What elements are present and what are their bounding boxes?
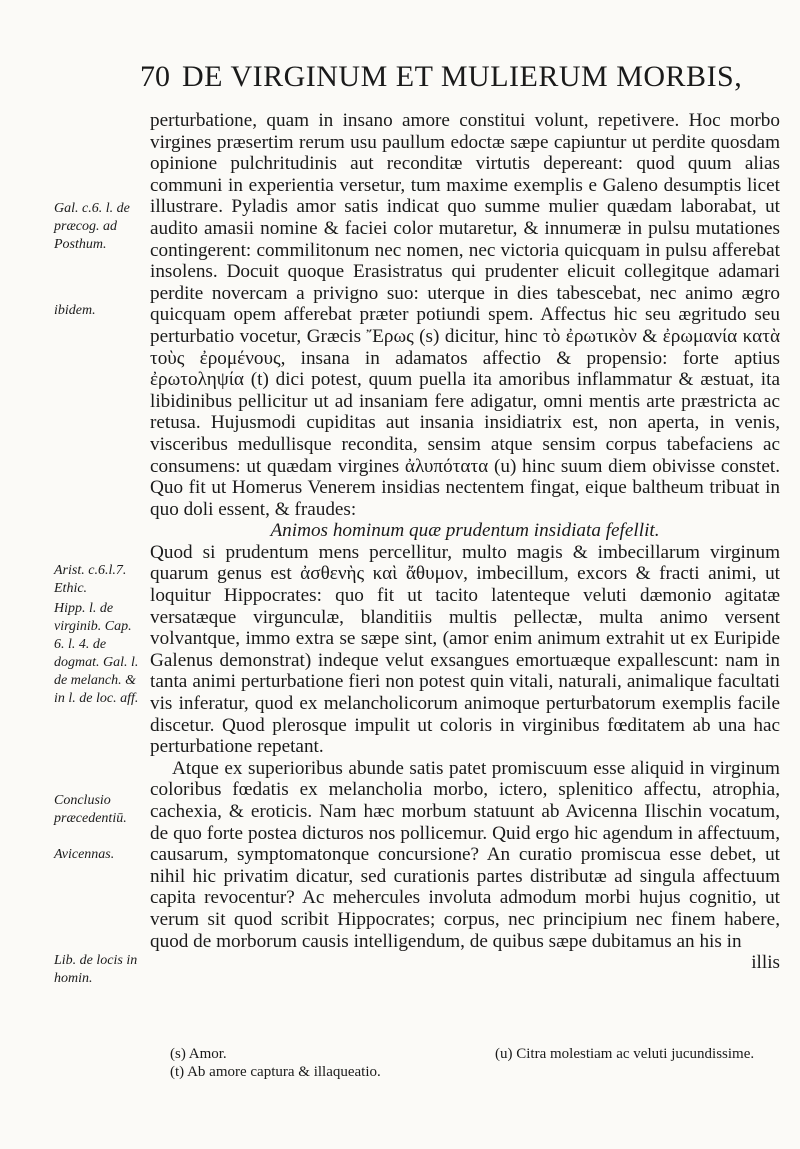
footnote-s: (s) Amor.: [170, 1046, 227, 1062]
catchword: illis: [751, 952, 780, 974]
footnote-t: (t) Ab amore captura & illaqueatio.: [170, 1064, 381, 1080]
footnotes-right: [495, 1045, 795, 1063]
paragraph-3: Atque ex superioribus abunde satis patet promiscuum esse aliquid in virginum coloribus fœdatis ex melancholia morbo, ictero, splenitico affectu, atrophia, cachexia, & eroticis. Nam hæc morbum statuunt ab Avicenna Ilischin vocatum, de quo forte postea dicturos nos pollicemur. Quid ergo hic agendum in affectuum, causarum, symptomatonque concursione? An curatio promiscua esse debet, ut nihil hic privatim dicatur, sed curationis partes distributæ ad singula affectuum capita revocentur? Ac mehercules involuta admodum morbi hujus cognitio, ut verum sit quod scribit Hippocrates; corpus, nec principium nec finem habere, quod de morborum causis intelligendum, de quibus sæpe dubitamus an his in: [150, 757, 780, 952]
sidenote-ibidem: ibidem.: [54, 303, 96, 318]
page-number: 70: [140, 60, 170, 93]
sidenote-lib-de-locis: Lib. de locis in homin.: [54, 953, 138, 986]
sidenote-conclusio: Conclusio præcedentiū.: [54, 793, 127, 826]
footnotes-left: [170, 1045, 490, 1081]
verse-quotation: Animos hominum quæ prudentum insidiata fefellit.: [270, 520, 660, 542]
paragraph-2: Quod si prudentum mens percellitur, multo magis & imbecillarum virginum quarum genus est ἀσθενὴς καὶ ἄθυμον, imbecillum, excors & fracti animi, ut loquitur Hippocrates: quo fit ut tacito latenteque veluti dæmonio agitatæ versatæque virgunculæ, blanditiis multis pellectæ, multa animo versent volvantque, immo extra se sæpe sint, (amor enim animum extrahit ut ex Euripide Galenus demonstrat) indeque velut exsangues emortuæque expallescunt: nam in tanta animi perturbatione fieri non potest quin vitali, naturali, animalique facultati vis inferatur, quod ex melancholicorum animoque perturbatorum exemplis facile discetur. Quod plerosque impulit ut coloris in virginibus fœditatem ab una hac perturbatione repetant.: [150, 541, 780, 758]
sidenote-aristotle: Arist. c.6.l.7. Ethic.: [54, 563, 127, 596]
page-header: [140, 60, 760, 94]
running-title: DE VIRGINUM ET MULIERUM MORBIS,: [182, 60, 743, 93]
sidenote-hippocrates: Hipp. l. de virginib. Cap. 6. l. 4. de dogmat. Gal. l. de melanch. & in l. de loc. aff.: [54, 601, 139, 706]
paragraph-1: perturbatione, quam in insano amore constitui volunt, repetivere. Hoc morbo virgines præsertim rerum usu paullum edoctæ sæpe capiuntur ut perdite quosdam opinione pulchritudinis aut reconditæ virtutis depereant: quod quum alias communi in experientia versetur, tum maxime exemplis e Galeno desumptis licet illustrare. Pyladis amor satis indicat quo summe mulier quædam laborabat, ut audito amasii nomine & faciei color mutaretur, & innumeræ in pulsu mutationes contingerent: commilitonum nec nomen, nec victoria quicquam in pulsu afferebat insolens. Docuit quoque Erasistratus qui prudenter elicuit collegitque adamari perdite novercam a privigno suo: uterque in dies tabescebat, nec animo ægro quicquam opem afferebat præter potiundi spem. Affectus hic seu ægritudo seu perturbatio vocetur, Græcis Ἔρως (s) dicitur, hinc τὸ ἐρωτικὸν & ἐρωμανία κατὰ τοὺς ἐρομένους, insana in adamatos affectio & propensio: forte aptius ἐρωτοληψία (t) dici potest, quum puella ita amoribus inflammatur & æstuat, ita libidinibus pellicitur ut ad insaniam fere adigatur, omni mentis arte præstricta ac retusa. Hujusmodi cupiditas aut insania insidiatrix est, non aperta, in venis, visceribus medullisque recondita, sensim atque sensim corpus tabefaciens ac consumens: ut quædam virgines ἀλυπότατα (u) hinc suum diem obivisse constet. Quo fit ut Homerus Venerem insidias nectentem fingat, eique baltheum tribuat in quo doli essent, & fraudes:: [150, 110, 780, 520]
main-text: [150, 110, 780, 974]
footnote-u: (u) Citra molestiam ac veluti jucundissime.: [495, 1046, 755, 1062]
sidenote-galen: Gal. c.6. l. de præcog. ad Posthum.: [54, 201, 130, 252]
sidenote-avicenna: Avicennas.: [54, 847, 115, 862]
